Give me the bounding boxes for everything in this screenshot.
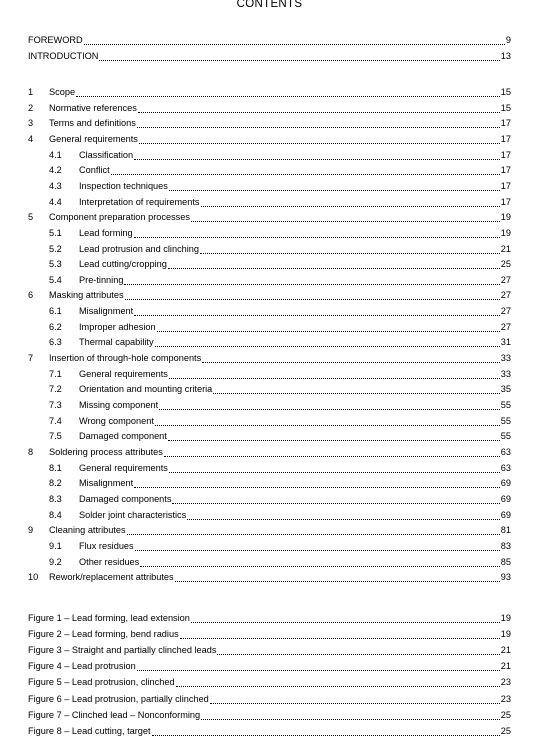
toc-figure-item[interactable]: [28, 692, 511, 706]
entry-number: 5.4: [49, 274, 62, 285]
dot-leader: [135, 541, 500, 551]
toc-subsection-item[interactable]: [28, 242, 511, 256]
entry-page-number: 19: [500, 613, 511, 623]
toc-subsection-item[interactable]: [28, 382, 511, 396]
entry-label: Thermal capability: [79, 337, 154, 348]
entry-label: INTRODUCTION: [28, 50, 99, 61]
entry-label: Figure 5 – Lead protrusion, clinched: [28, 677, 175, 688]
toc-subsection-item[interactable]: [28, 179, 511, 193]
dot-leader: [111, 165, 500, 175]
entry-label: Normative references: [49, 102, 137, 113]
entry-label: Lead forming: [79, 227, 133, 238]
entry-page-number: 25: [500, 725, 511, 736]
dot-leader: [134, 150, 500, 160]
toc-subsection-item[interactable]: [28, 539, 511, 553]
entry-number: 7.5: [49, 431, 62, 442]
entry-label: Lead protrusion and clinching: [79, 243, 200, 254]
entry-label: General requirements: [79, 368, 168, 379]
dot-leader: [137, 661, 500, 671]
entry-page-number: 9: [505, 35, 511, 45]
entry-page-number: 17: [500, 196, 511, 207]
toc-section-item[interactable]: [28, 116, 511, 130]
dot-leader: [134, 478, 500, 488]
entry-label: Figure 2 – Lead forming, bend radius: [28, 629, 179, 640]
entry-number: 5.2: [49, 243, 62, 254]
toc-subsection-item[interactable]: [28, 508, 511, 522]
dot-leader: [200, 244, 500, 254]
dot-leader: [168, 431, 500, 441]
entry-page-number: 81: [500, 525, 511, 536]
entry-number: 7: [28, 353, 34, 364]
dot-leader: [155, 337, 500, 347]
toc-figure-item[interactable]: [28, 659, 511, 673]
entry-number: 7.4: [49, 415, 62, 426]
entry-page-number: 21: [500, 645, 511, 656]
toc-section-item[interactable]: [28, 85, 511, 99]
toc-subsection-item[interactable]: [28, 461, 511, 475]
entry-label: Missing component: [79, 400, 159, 410]
entry-page-number: 13: [500, 50, 511, 61]
dot-leader: [169, 369, 500, 379]
toc-subsection-item[interactable]: [28, 335, 511, 349]
dot-leader: [139, 134, 500, 144]
toc-subsection-item[interactable]: [28, 414, 511, 428]
toc-section-item[interactable]: [28, 570, 511, 584]
dot-leader: [169, 463, 500, 473]
entry-label: Figure 8 – Lead cutting, target: [28, 725, 151, 736]
entry-page-number: 55: [500, 415, 511, 426]
entry-page-number: 63: [500, 446, 511, 457]
entry-page-number: 19: [500, 629, 511, 640]
entry-label: Improper adhesion: [79, 321, 156, 332]
dot-leader: [159, 400, 500, 410]
entry-label: Cleaning attributes: [49, 525, 126, 536]
dot-leader: [202, 353, 500, 363]
dot-leader: [217, 645, 499, 655]
dot-leader: [134, 306, 500, 316]
entry-page-number: 69: [500, 509, 511, 520]
entry-number: 6.3: [49, 337, 62, 348]
toc-subsection-item[interactable]: [28, 304, 511, 318]
toc-figure-item[interactable]: [28, 675, 511, 689]
dot-leader: [84, 35, 505, 45]
toc-subsection-item[interactable]: [28, 195, 511, 209]
entry-page-number: 27: [500, 306, 511, 317]
toc-figure-item[interactable]: [28, 611, 511, 625]
entry-number: 6.2: [49, 321, 62, 332]
entry-number: 3: [28, 118, 34, 129]
dot-leader: [191, 613, 500, 623]
toc-subsection-item[interactable]: [28, 476, 511, 490]
toc-subsection-item[interactable]: [28, 398, 511, 412]
entry-number: 4: [28, 133, 34, 144]
entry-label: Misalignment: [79, 478, 134, 489]
entry-page-number: 21: [500, 661, 511, 672]
entry-number: 4.2: [49, 165, 62, 176]
dot-leader: [164, 447, 500, 457]
toc-section-item[interactable]: [28, 445, 511, 459]
entry-number: 8.4: [49, 509, 62, 520]
toc-front-matter-item[interactable]: [28, 49, 511, 63]
toc-subsection-item[interactable]: [28, 429, 511, 443]
entry-label: Figure 1 – Lead forming, lead extension: [28, 613, 190, 623]
toc-section-item[interactable]: [28, 351, 511, 365]
toc-subsection-item[interactable]: [28, 492, 511, 506]
entry-page-number: 27: [500, 290, 511, 301]
entry-number: 5.3: [49, 259, 62, 270]
toc-subsection-item[interactable]: [28, 163, 511, 177]
entry-number: 10: [28, 572, 39, 583]
entry-label: Solder joint characteristics: [79, 509, 187, 520]
toc-subsection-item[interactable]: [28, 273, 511, 287]
toc-section-item[interactable]: [28, 132, 511, 146]
entry-page-number: 17: [500, 180, 511, 191]
entry-page-number: 33: [500, 353, 511, 364]
dot-leader: [172, 494, 499, 504]
dot-leader: [127, 525, 500, 535]
dot-leader: [191, 212, 500, 222]
dot-leader: [169, 181, 500, 191]
entry-page-number: 17: [500, 165, 511, 176]
entry-number: 8.3: [49, 493, 62, 504]
entry-label: Figure 6 – Lead protrusion, partially clinched: [28, 693, 209, 704]
entry-label: Orientation and mounting criteria: [79, 384, 213, 395]
entry-label: Masking attributes: [49, 290, 124, 301]
entry-number: 4.1: [49, 149, 62, 160]
entry-label: Wrong component: [79, 415, 154, 426]
entry-page-number: 17: [500, 133, 511, 144]
entry-page-number: 69: [500, 478, 511, 489]
entry-label: Other residues: [79, 556, 140, 567]
dot-leader: [155, 416, 500, 426]
entry-label: Terms and definitions: [49, 118, 136, 129]
entry-page-number: 23: [500, 693, 511, 704]
entry-number: 5.1: [49, 227, 62, 238]
entry-label: Component preparation processes: [49, 212, 190, 223]
dot-leader: [175, 572, 500, 582]
entry-label: General requirements: [49, 133, 138, 144]
dot-leader: [124, 275, 499, 285]
entry-number: 9.2: [49, 556, 62, 567]
entry-label: Pre-tinning: [79, 274, 124, 285]
toc-section-item[interactable]: [28, 101, 511, 115]
entry-label: Lead cutting/cropping: [79, 259, 167, 270]
entry-label: Rework/replacement attributes: [49, 572, 174, 583]
dot-leader: [187, 510, 500, 520]
entry-page-number: 25: [500, 709, 511, 720]
dot-leader: [125, 290, 500, 300]
dot-leader: [76, 87, 500, 97]
entry-number: 2: [28, 102, 34, 113]
toc-front-matter-item[interactable]: [28, 33, 511, 47]
entry-number: 9: [28, 525, 34, 536]
entry-number: 6: [28, 290, 34, 301]
toc-subsection-item[interactable]: [28, 257, 511, 271]
entry-page-number: 69: [500, 493, 511, 504]
entry-label: Conflict: [79, 165, 110, 176]
entry-page-number: 85: [500, 556, 511, 567]
entry-page-number: 21: [500, 243, 511, 254]
entry-page-number: 27: [500, 274, 511, 285]
entry-label: Figure 4 – Lead protrusion: [28, 661, 136, 672]
entry-label: Inspection techniques: [79, 180, 168, 191]
dot-leader: [213, 384, 499, 394]
entry-label: Scope: [49, 87, 76, 97]
entry-number: 4.4: [49, 196, 62, 207]
entry-label: General requirements: [79, 462, 168, 473]
entry-label: Damaged components: [79, 493, 172, 504]
toc-section-item[interactable]: [28, 523, 511, 537]
toc-figure-item[interactable]: [28, 724, 511, 738]
entry-label: Figure 7 – Clinched lead – Nonconforming: [28, 709, 201, 720]
dot-leader: [180, 629, 500, 639]
dot-leader: [168, 259, 500, 269]
entry-number: 7.2: [49, 384, 62, 395]
entry-page-number: 33: [500, 368, 511, 379]
entry-label: Damaged component: [79, 431, 167, 442]
dot-leader: [134, 228, 500, 238]
entry-page-number: 17: [500, 149, 511, 160]
entry-label: Interpretation of requirements: [79, 196, 200, 207]
dot-leader: [138, 103, 500, 113]
entry-page-number: 35: [500, 384, 511, 395]
dot-leader: [152, 726, 500, 736]
toc-section-item[interactable]: [28, 288, 511, 302]
toc-figure-item[interactable]: [28, 643, 511, 657]
entry-number: 7.3: [49, 400, 62, 410]
toc-figure-item[interactable]: [28, 708, 511, 722]
toc-subsection-item[interactable]: [28, 226, 511, 240]
entry-page-number: 19: [500, 227, 511, 238]
toc-subsection-item[interactable]: [28, 367, 511, 381]
page-title: CONTENTS: [236, 0, 303, 10]
entry-number: 8.1: [49, 462, 62, 473]
entry-page-number: 27: [500, 321, 511, 332]
entry-page-number: 93: [500, 572, 511, 583]
entry-label: Insertion of through-hole components: [49, 353, 202, 364]
entry-number: 4.3: [49, 180, 62, 191]
entry-number: 8: [28, 446, 34, 457]
entry-page-number: 31: [500, 337, 511, 348]
entry-page-number: 23: [500, 677, 511, 688]
entry-number: 7.1: [49, 368, 62, 379]
entry-page-number: 15: [500, 102, 511, 113]
entry-page-number: 55: [500, 400, 511, 410]
entry-label: Classification: [79, 149, 134, 160]
entry-number: 6.1: [49, 306, 62, 317]
toc-subsection-item[interactable]: [28, 148, 511, 162]
toc-section-item[interactable]: [28, 210, 511, 224]
entry-label: FOREWORD: [28, 35, 83, 45]
entry-number: 5: [28, 212, 34, 223]
toc-subsection-item[interactable]: [28, 320, 511, 334]
entry-page-number: 25: [500, 259, 511, 270]
dot-leader: [157, 322, 500, 332]
entry-page-number: 15: [500, 87, 511, 97]
entry-label: Flux residues: [79, 540, 134, 551]
dot-leader: [201, 197, 500, 207]
entry-number: 1: [28, 87, 34, 97]
entry-label: Misalignment: [79, 306, 134, 317]
dot-leader: [99, 51, 499, 61]
entry-page-number: 83: [500, 540, 511, 551]
entry-page-number: 19: [500, 212, 511, 223]
dot-leader: [210, 694, 500, 704]
entry-number: 9.1: [49, 540, 62, 551]
dot-leader: [137, 118, 500, 128]
toc-subsection-item[interactable]: [28, 555, 511, 569]
entry-page-number: 55: [500, 431, 511, 442]
entry-label: Soldering process attributes: [49, 446, 163, 457]
entry-page-number: 63: [500, 462, 511, 473]
entry-number: 8.2: [49, 478, 62, 489]
dot-leader: [201, 710, 500, 720]
entry-label: Figure 3 – Straight and partially clinched leads: [28, 645, 217, 656]
entry-page-number: 17: [500, 118, 511, 129]
toc-figure-item[interactable]: [28, 627, 511, 641]
dot-leader: [176, 677, 500, 687]
dot-leader: [140, 557, 500, 567]
